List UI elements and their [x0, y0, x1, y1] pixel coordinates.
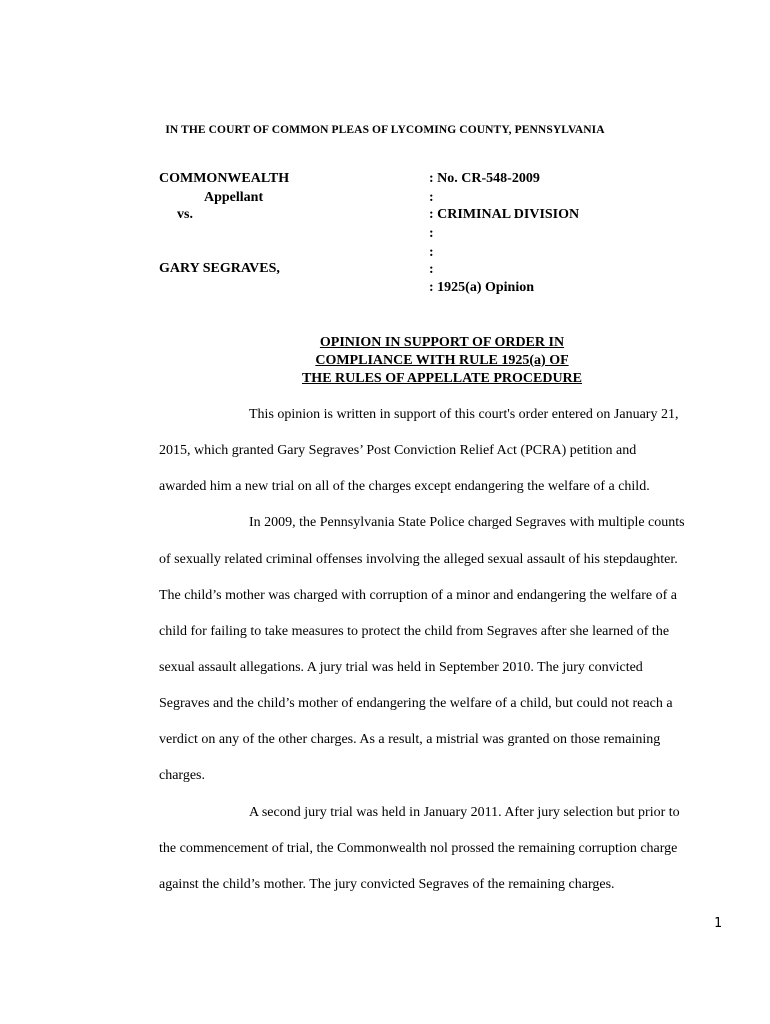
body-line: A second jury trial was held in January 2011. After jury selection but prior to	[249, 805, 680, 820]
body-line: In 2009, the Pennsylvania State Police charged Segraves with multiple counts	[249, 515, 685, 530]
body-line: the commencement of trial, the Commonwealth nol prossed the remaining corruption charge	[159, 841, 678, 856]
case-number: : No. CR-548-2009	[429, 171, 540, 186]
caption-colon: :	[429, 226, 434, 241]
opinion-title-line: OPINION IN SUPPORT OF ORDER IN	[319, 335, 565, 350]
body-line: Segraves and the child’s mother of endangering the welfare of a child, but could not reach a	[159, 696, 673, 711]
body-line: awarded him a new trial on all of the charges except endangering the welfare of a child.	[159, 479, 650, 494]
body-line: child for failing to take measures to protect the child from Segraves after she learned of the	[159, 624, 670, 639]
party-defendant: GARY SEGRAVES,	[159, 261, 280, 276]
body-line: This opinion is written in support of this court's order entered on January 21,	[249, 407, 679, 422]
body-line: verdict on any of the other charges. As a result, a mistrial was granted on those remaining	[159, 732, 661, 747]
body-line: The child’s mother was charged with corruption of a minor and endangering the welfare of a	[159, 588, 677, 603]
party-role-appellant: Appellant	[204, 190, 264, 205]
body-line: of sexually related criminal offenses involving the alleged sexual assault of his stepdaughter.	[159, 552, 678, 567]
body-line: sexual assault allegations. A jury trial was held in September 2010. The jury convicted	[159, 660, 643, 675]
caption-colon: :	[429, 190, 434, 205]
page-number: 1	[714, 916, 722, 931]
opinion-type: : 1925(a) Opinion	[429, 280, 535, 295]
caption-colon: :	[429, 262, 434, 277]
caption-colon: :	[429, 245, 434, 260]
body-line: against the child’s mother. The jury convicted Segraves of the remaining charges.	[159, 877, 615, 892]
opinion-title-line: COMPLIANCE WITH RULE 1925(a) OF	[315, 353, 569, 368]
versus-label: vs.	[177, 207, 193, 222]
party-commonwealth: COMMONWEALTH	[159, 171, 290, 186]
body-line: charges.	[159, 768, 205, 783]
opinion-title	[0, 334, 770, 388]
opinion-title-line: THE RULES OF APPELLATE PROCEDURE	[301, 371, 583, 386]
body-line: 2015, which granted Gary Segraves’ Post Conviction Relief Act (PCRA) petition and	[159, 443, 637, 458]
division-label: : CRIMINAL DIVISION	[429, 207, 580, 222]
court-heading: IN THE COURT OF COMMON PLEAS OF LYCOMING COUNTY, PENNSYLVANIA	[165, 124, 605, 136]
